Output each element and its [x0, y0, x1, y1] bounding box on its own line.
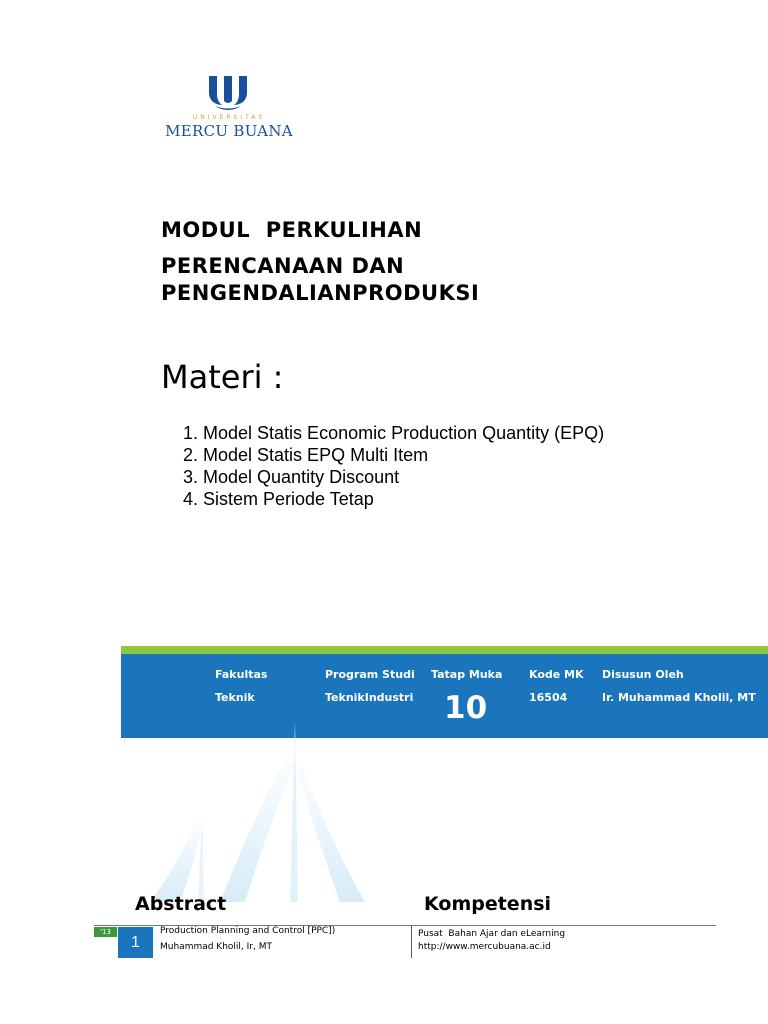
- building-watermark-icon: [140, 722, 380, 902]
- abstract-heading: Abstract: [135, 893, 227, 915]
- footer-course: Production Planning and Control [PPC]): [160, 926, 336, 936]
- footer-author: Muhammad Kholil, Ir, MT: [160, 942, 272, 952]
- list-item: 4. Sistem Periode Tetap: [183, 489, 374, 509]
- tatap-muka-value: 10: [444, 690, 488, 726]
- course-title-line-2: PENGENDALIANPRODUKSI: [161, 281, 480, 305]
- footer-divider: [411, 926, 412, 958]
- program-studi-label: Program Studi: [325, 668, 415, 681]
- university-label: UNIVERSITAS: [192, 114, 266, 121]
- list-item: 3. Model Quantity Discount: [183, 467, 400, 487]
- module-title: MODUL PERKULIHAN: [161, 218, 423, 242]
- disusun-oleh-label: Disusun Oleh: [602, 668, 684, 681]
- page-number: 1: [118, 927, 153, 958]
- course-title-line-1: PERENCANAAN DAN: [161, 254, 405, 278]
- course-title: [161, 253, 581, 307]
- mercu-buana-logo-icon: [207, 76, 249, 112]
- kode-mk-value: 16504: [529, 691, 568, 704]
- list-item: 2. Model Statis EPQ Multi Item: [183, 445, 429, 465]
- university-logo: [161, 74, 297, 146]
- kompetensi-heading: Kompetensi: [424, 893, 552, 915]
- accent-strip: [121, 646, 768, 654]
- disusun-oleh-value: Ir. Muhammad Kholil, MT: [602, 691, 756, 704]
- footer-url-link[interactable]: http://www.mercubuana.ac.id: [418, 942, 551, 952]
- fakultas-value: Teknik: [215, 691, 255, 704]
- university-name: MERCU BUANA: [165, 122, 293, 140]
- materi-heading: Materi :: [161, 358, 284, 396]
- topic-list: [183, 422, 604, 510]
- fakultas-label: Fakultas: [215, 668, 268, 681]
- program-studi-value: TeknikIndustri: [325, 691, 414, 704]
- footer-center: Pusat Bahan Ajar dan eLearning: [418, 929, 566, 939]
- tatap-muka-label: Tatap Muka: [431, 668, 503, 681]
- list-item: 1. Model Statis Economic Production Quantity (EPQ): [183, 423, 605, 443]
- year-badge: '13: [94, 927, 117, 937]
- kode-mk-label: Kode MK: [529, 668, 584, 681]
